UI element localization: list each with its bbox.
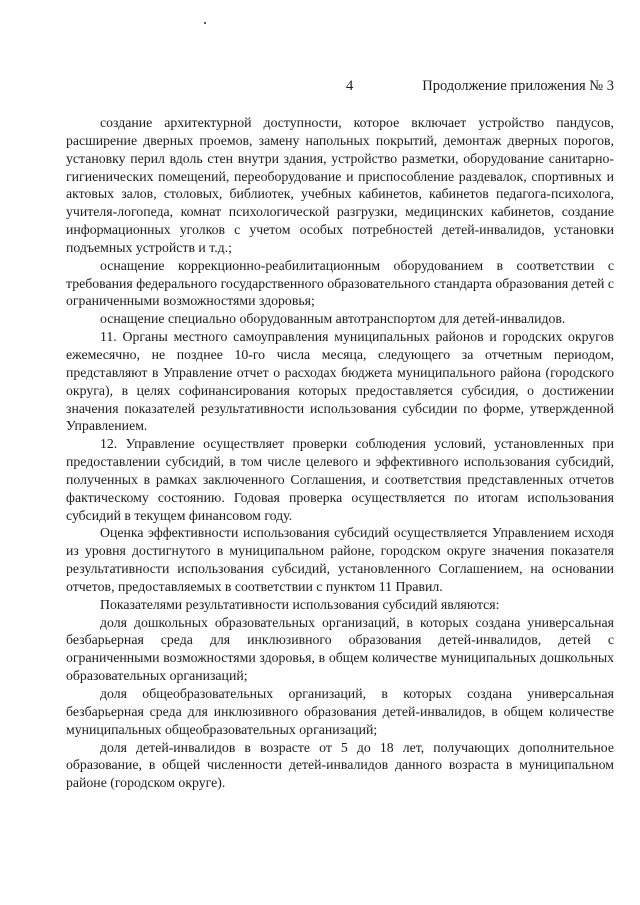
paragraph-indicator-additional-education: доля детей-инвалидов в возрасте от 5 до 18 лет, получающих дополнительное образование, в общей численности детей-инвалидов данного возраста в муниципальном районе (городском округе). [66, 739, 614, 791]
paragraph-indicator-general-education: доля общеобразовательных организаций, в которых создана универсальная безбарьерная среда для инклюзивного образования детей-инвалидов, в общем количестве муниципальных общеобразовательных организаций; [66, 686, 614, 737]
paragraph-rehab-equipment: оснащение коррекционно-реабилитационным оборудованием в соответствии с требования федерального государственного образовательного стандарта образования детей с ограниченными возможностями здоровья; [66, 257, 614, 309]
paragraph-transport: оснащение специально оборудованным автотранспортом для детей-инвалидов. [100, 311, 566, 327]
document-body [66, 114, 614, 792]
paragraph-item-12: 12. Управление осуществляет проверки соблюдения условий, установленных при предоставлении субсидий, в том числе целевого и эффективного использования субсидий, полученных в рамках заключенного Соглашения, и соответствия представленных отчетов фактическому состоянию. Годовая проверка осуществляется по итогам использования субсидий в текущем финансовом году. [66, 436, 614, 523]
paragraph-indicator-preschool: доля дошкольных образовательных организаций, в которых создана универсальная безбарьерная среда для инклюзивного образования детей-инвалидов, детей с ограниченными возможностями здоровья, в общем количестве муниципальных дошкольных образовательных организаций; [66, 614, 614, 684]
page-header [66, 78, 614, 100]
paragraph-efficiency-evaluation: Оценка эффективности использования субсидий осуществляется Управлением исходя из уровня достигнутого в муниципальном районе, городском округе значения показателя результативности использования субсидий, установленного Соглашением, на основании отчетов, предоставляемых в соответствии с пунктом 11 Правил. [66, 525, 614, 594]
scan-speck [204, 22, 206, 24]
page-number: 4 [346, 78, 354, 94]
paragraph-item-11: 11. Органы местного самоуправления муниципальных районов и городских округов ежемесячно, не позднее 10-го числа месяца, следующего за отчетным периодом, представляют в Управление отчет о расходах бюджета муниципального района (городского округа), в целях софинансирования которых предоставляется субсидия, о достижении значения показателей результативности использования субсидии по форме, утвержденной Управлением. [66, 329, 614, 434]
paragraph-architectural-accessibility: создание архитектурной доступности, которое включает устройство пандусов, расширение дверных проемов, замену напольных покрытий, демонтаж дверных порогов, установку перил вдоль стен внутри здания, устройство разметки, оборудование санитарно-гигиенических помещений, переоборудование и приспособление раздевалок, спортивных и актовых залов, столовых, библиотек, учебных кабинетов, кабинетов педагога-психолога, учителя-логопеда, комнат психологической разгрузки, медицинских кабинетов, создание информационных уголков с учетом особых потребностей детей-инвалидов, установки подъемных устройств и т.д.; [66, 115, 614, 255]
appendix-continuation-label: Продолжение приложения № 3 [422, 78, 614, 94]
paragraph-indicators-intro: Показателями результативности использования субсидий являются: [100, 596, 500, 612]
